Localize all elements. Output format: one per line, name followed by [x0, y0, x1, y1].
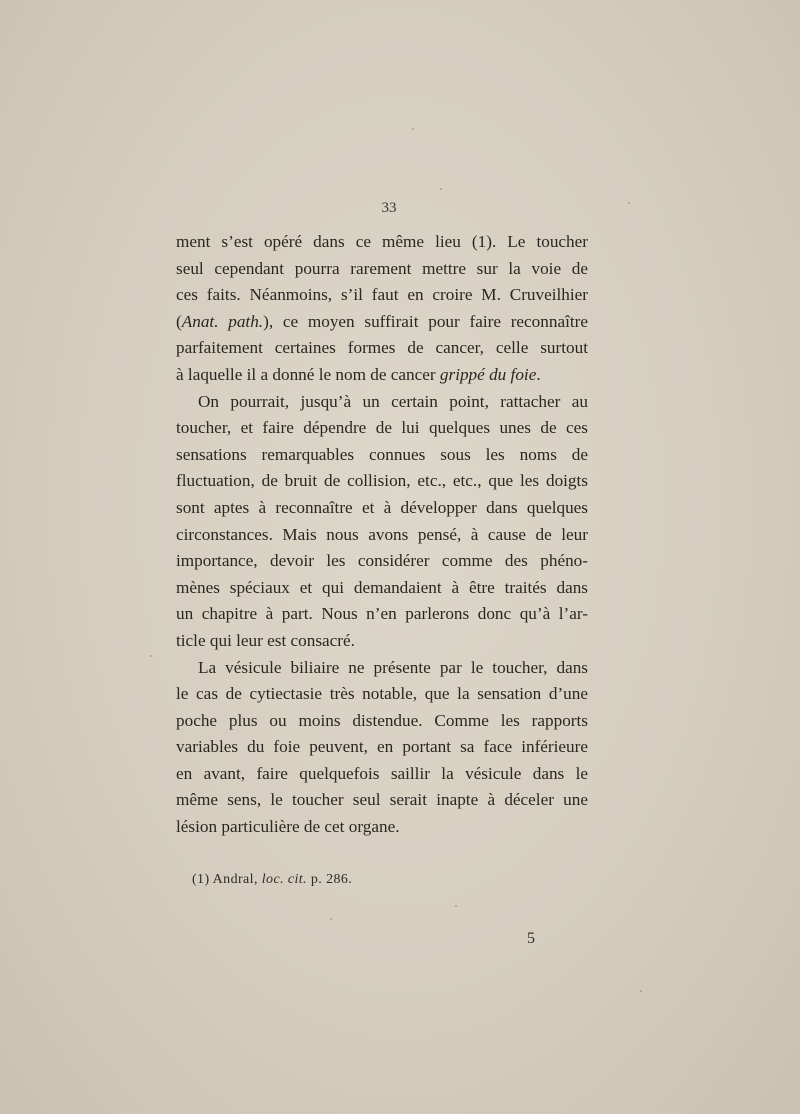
body-text [176, 229, 588, 841]
text-line: ment s’est opéré dans ce même lieu (1). Le toucher [176, 232, 588, 251]
text-line: mènes spéciaux et qui demandaient à être traités dans [176, 577, 588, 597]
text-line: le cas de cytiectasie très notable, que la sensation d’une [176, 684, 588, 704]
text-line: circonstances. Mais nous avons pensé, à cause de leur [176, 524, 588, 544]
text-line: lésion particulière de cet organe. [176, 817, 400, 837]
paper-speck [440, 188, 442, 190]
paper-speck [628, 202, 630, 204]
paper-speck [412, 128, 414, 130]
text-line: La vésicule biliaire ne présente par le toucher, dans [198, 657, 588, 677]
text-line: à laquelle il a donné le nom de cancer grippé du foie. [176, 364, 541, 384]
italic-term: grippé du foie [439, 364, 537, 384]
text-line: toucher, et faire dépendre de lui quelques unes de ces [176, 418, 588, 438]
italic-citation: Anat. path. [181, 311, 264, 331]
text-line: un chapitre à part. Nous n’en parlerons donc qu’à l’ar- [176, 604, 588, 624]
text-line: fluctuation, de bruit de collision, etc., etc., que les doigts [176, 471, 588, 491]
text-line: sont aptes à reconnaître et à développer dans quelques [176, 497, 588, 517]
text-line: On pourrait, jusqu’à un certain point, rattacher au [198, 391, 588, 411]
text-line: même sens, le toucher seul serait inapte à déceler une [176, 790, 588, 810]
text-line: (Anat. path.), ce moyen suffirait pour faire reconnaître [176, 311, 588, 331]
footnote-page: p. 286. [310, 872, 353, 887]
signature-mark: 5 [527, 930, 535, 947]
paper-speck [330, 918, 332, 920]
text-line: seul cependant pourra rarement mettre sur la voie de [176, 258, 588, 278]
text-line: sensations remarquables connues sous les noms de [176, 444, 588, 464]
text-line: ces faits. Néanmoins, s’il faut en croire M. Cruveilhier [176, 285, 588, 305]
footnote [192, 872, 352, 888]
paper-speck [640, 990, 642, 992]
footnote-author: Andral, [212, 872, 258, 887]
text-line: variables du foie peuvent, en portant sa face inférieure [176, 737, 588, 757]
text-line: importance, devoir les considérer comme des phéno- [176, 551, 588, 571]
paper-speck [150, 655, 152, 657]
paper-speck [455, 905, 457, 907]
footnote-marker: (1) [192, 872, 210, 887]
text-line: poche plus ou moins distendue. Comme les rapports [176, 710, 588, 730]
footnote-reference: loc. cit. [261, 872, 307, 887]
page-number: 33 [381, 200, 397, 216]
text-line: parfaitement certaines formes de cancer, celle surtout [176, 338, 588, 358]
text-line: en avant, faire quelquefois saillir la vésicule dans le [176, 763, 588, 783]
text-line: ticle qui leur est consacré. [176, 630, 355, 650]
